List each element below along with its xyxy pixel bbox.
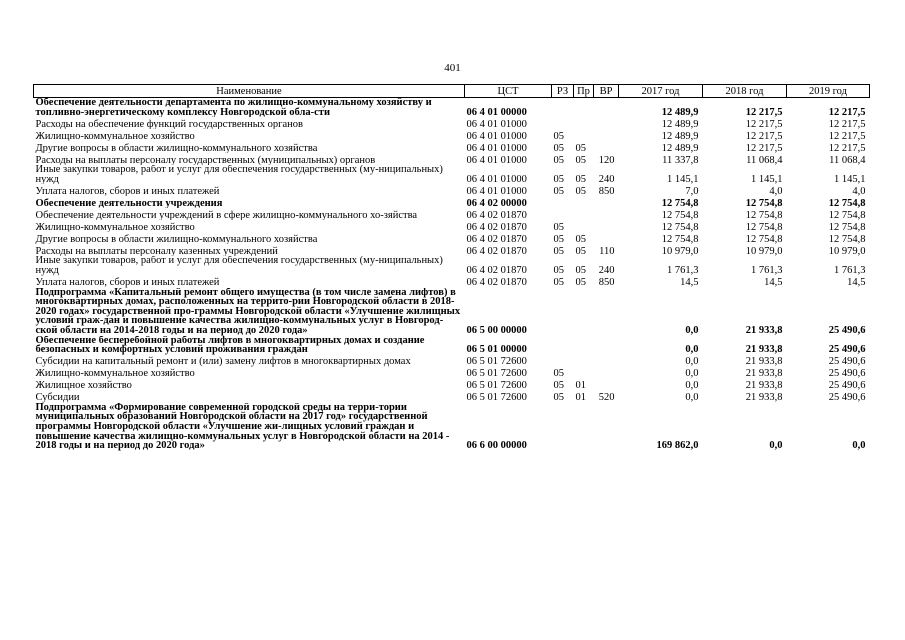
cell-2018: 12 754,8 [745,209,783,221]
cell-2017: 0,0 [685,324,699,336]
cell-2019: 12 754,8 [828,233,866,245]
table-row [34,153,870,165]
table-row [34,391,870,403]
header-rz: РЗ [552,85,574,98]
cell-pr: 05 [575,264,586,276]
cell-vr [594,232,619,244]
cell-2019: 12 217,5 [828,130,866,142]
cell-cst: 06 4 01 01000 [466,154,527,166]
cell-name: Жилищно-коммунальное хозяйство [35,130,195,142]
cell-2019: 12 217,5 [828,106,866,118]
cell-cst: 06 4 01 01000 [466,130,527,142]
cell-cst: 06 5 01 00000 [466,344,527,355]
cell-2018: 12 217,5 [745,118,783,130]
cell-name: Обеспечение деятельности департамента по жилищно-коммунальному хозяйству и топливно-энергетическому комплексу Новгородской обла-сти [35,97,432,118]
cell-cst: 06 4 01 01000 [466,118,527,130]
cell-pr [574,355,594,367]
cell-2018: 1 145,1 [751,173,783,185]
cell-2018: 1 761,3 [751,264,783,276]
cell-cst: 06 4 02 00000 [466,197,527,209]
cell-pr [574,367,594,379]
cell-2019: 12 217,5 [828,118,866,130]
cell-vr [594,220,619,232]
cell-name: Расходы на выплаты персоналу государственных (муниципальных) органов [35,154,376,166]
cell-2019: 1 761,3 [834,264,866,276]
cell-rz: 05 [553,276,564,288]
table-row [34,367,870,379]
cell-2019: 12 754,8 [828,197,866,209]
cell-vr [594,379,619,391]
cell-name: Уплата налогов, сборов и иных платежей [35,276,220,288]
cell-rz [552,288,574,336]
table-row [34,208,870,220]
cell-cst: 06 5 01 72600 [466,392,527,403]
cell-2017: 7,0 [685,185,699,197]
cell-2017: 12 754,8 [661,221,699,233]
cell-2019: 11 068,4 [829,154,866,166]
cell-pr: 05 [575,142,586,154]
cell-2019: 1 145,1 [834,173,866,185]
table-row [34,276,870,288]
budget-table [33,84,870,451]
cell-vr [594,208,619,220]
table-header-row [34,85,870,98]
cell-2019: 12 754,8 [828,221,866,233]
cell-cst: 06 4 02 01870 [466,264,527,276]
table-row [34,184,870,196]
cell-vr: 520 [598,392,615,403]
cell-cst: 06 4 01 00000 [466,106,527,118]
cell-rz: 05 [553,221,564,233]
cell-rz: 05 [553,380,564,391]
table-row [34,165,870,184]
cell-2019: 25 490,6 [828,356,866,367]
cell-rz: 05 [553,233,564,245]
cell-pr: 01 [575,392,586,403]
cell-name: Подпрограмма «Формирование современной городской среды на терри-тории муниципальных образований Новгородской области на 2017 год» государственной программы Новгородской области «Улучшение жи-лищных условий граждан и повышение качества жилищно-коммунальных услуг в Новгородской области на 2014 - 2018 годы и на период до 2020 года» [35,402,450,451]
cell-2019: 4,0 [852,185,866,197]
cell-name: Субсидии [35,392,80,403]
cell-pr [574,403,594,451]
cell-2018: 21 933,8 [745,368,783,379]
cell-2018: 12 217,5 [745,106,783,118]
cell-2019: 25 490,6 [828,392,866,403]
cell-pr: 05 [575,154,586,166]
cell-2018: 12 754,8 [745,233,783,245]
cell-vr: 110 [599,245,615,257]
cell-2018: 21 933,8 [745,356,783,367]
table-row [34,117,870,129]
table-row [34,141,870,153]
cell-2018: 21 933,8 [745,324,783,336]
cell-2017: 12 489,9 [661,130,699,142]
table-row [34,98,870,118]
cell-vr: 240 [598,173,615,185]
cell-cst: 06 4 02 01870 [466,209,527,221]
cell-cst: 06 4 02 01870 [466,221,527,233]
cell-name: Уплата налогов, сборов и иных платежей [35,185,220,197]
cell-2017: 0,0 [685,380,699,391]
cell-name: Обеспечение бесперебойной работы лифтов в многоквартирных домах и создание безопасных и комфортных условий проживания граждан [35,335,425,355]
cell-vr [594,98,619,118]
cell-rz: 05 [553,173,564,185]
cell-2017: 0,0 [685,344,699,355]
cell-cst: 06 4 02 01870 [466,233,527,245]
cell-name: Подпрограмма «Капитальный ремонт общего имущества (в том числе замена лифтов) в многоквартирных домах, расположенных на террито-рии Новгородской области в 2018-2020 годах» государственной про-граммы Новгородской области «Улучшение жилищных условий граж-дан и повышение качества жилищно-коммунальных услуг в Новгород-ской области на 2014-2018 годы и на период до 2020 года» [35,287,461,336]
table-row [34,336,870,355]
cell-name: Иные закупки товаров, работ и услуг для обеспечения государственных (му-ниципальных) нужд [35,256,443,276]
cell-2017: 169 862,0 [656,440,699,451]
cell-2017: 12 754,8 [661,233,699,245]
cell-rz [552,403,574,451]
cell-rz: 05 [553,245,564,257]
cell-name: Обеспечение деятельности учреждения [35,197,223,209]
cell-name: Субсидии на капитальный ремонт и (или) замену лифтов в многоквартирных домах [35,356,411,367]
header-pr: Пр [574,85,594,98]
cell-2019: 12 754,8 [828,209,866,221]
cell-rz: 05 [553,185,564,197]
cell-2018: 0,0 [769,440,783,451]
cell-pr [574,208,594,220]
cell-2018: 11 068,4 [746,154,783,166]
cell-2018: 4,0 [769,185,783,197]
cell-2017: 12 489,9 [661,118,699,130]
cell-vr [594,367,619,379]
header-name: Наименование [34,85,465,98]
cell-cst: 06 4 01 01000 [466,185,527,197]
cell-name: Другие вопросы в области жилищно-коммунального хозяйства [35,142,318,154]
cell-2017: 0,0 [685,368,699,379]
cell-2017: 12 754,8 [661,197,699,209]
cell-cst: 06 5 01 72600 [466,356,527,367]
cell-2018: 21 933,8 [745,392,783,403]
table-row [34,379,870,391]
cell-rz [552,196,574,208]
cell-name: Другие вопросы в области жилищно-коммунального хозяйства [35,233,318,245]
cell-cst: 06 6 00 00000 [466,440,527,451]
cell-2019: 10 979,0 [828,245,866,257]
cell-vr [594,196,619,208]
cell-rz: 05 [553,154,564,166]
cell-2018: 12 754,8 [745,197,783,209]
cell-pr [574,196,594,208]
header-vr: ВР [594,85,619,98]
cell-cst: 06 4 01 01000 [466,142,527,154]
cell-vr [594,336,619,355]
cell-2017: 0,0 [685,356,699,367]
cell-2017: 12 489,9 [661,106,699,118]
cell-2017: 14,5 [680,276,699,288]
cell-name: Обеспечение деятельности учреждений в сфере жилищно-коммунального хо-зяйства [35,209,418,221]
table-row [34,244,870,256]
cell-rz: 05 [553,142,564,154]
cell-name: Жилищное хозяйство [35,380,132,391]
cell-2019: 14,5 [847,276,866,288]
cell-2018: 21 933,8 [745,380,783,391]
cell-2018: 21 933,8 [745,344,783,355]
cell-2019: 25 490,6 [828,368,866,379]
cell-rz: 05 [553,130,564,142]
table-body [34,98,870,451]
table-row [34,256,870,275]
cell-name: Расходы на выплаты персоналу казенных учреждений [35,245,278,257]
cell-2017: 1 145,1 [667,173,699,185]
cell-pr [574,336,594,355]
cell-2018: 12 217,5 [745,130,783,142]
cell-vr [594,141,619,153]
cell-2017: 0,0 [685,392,699,403]
cell-rz [552,355,574,367]
cell-pr: 05 [575,173,586,185]
cell-name: Иные закупки товаров, работ и услуг для обеспечения государственных (му-ниципальных) нужд [35,165,443,185]
cell-vr: 850 [598,276,615,288]
cell-name: Жилищно-коммунальное хозяйство [35,368,195,379]
cell-rz [552,336,574,355]
table-row [34,220,870,232]
cell-pr: 01 [575,380,586,391]
cell-cst: 06 5 00 00000 [466,324,527,336]
cell-pr [574,288,594,336]
table-row [34,129,870,141]
cell-2017: 12 754,8 [661,209,699,221]
cell-2019: 25 490,6 [828,380,866,391]
cell-rz [552,98,574,118]
cell-rz [552,208,574,220]
cell-2017: 1 761,3 [667,264,699,276]
cell-pr: 05 [575,185,586,197]
cell-2019: 25 490,6 [828,344,866,355]
cell-2019: 0,0 [852,440,866,451]
cell-pr: 05 [575,276,586,288]
table-row [34,403,870,451]
cell-vr [594,129,619,141]
cell-vr: 240 [598,264,615,276]
cell-rz: 05 [553,392,564,403]
page-number: 401 [444,62,461,74]
header-2018: 2018 год [703,85,787,98]
cell-pr [574,117,594,129]
cell-cst: 06 5 01 72600 [466,368,527,379]
cell-rz: 05 [553,264,564,276]
cell-vr [594,288,619,336]
cell-vr: 120 [598,154,615,166]
cell-2018: 12 217,5 [745,142,783,154]
cell-2017: 10 979,0 [661,245,699,257]
cell-vr [594,117,619,129]
cell-2017: 12 489,9 [661,142,699,154]
cell-pr [574,220,594,232]
header-2017: 2017 год [619,85,703,98]
cell-rz [552,117,574,129]
cell-pr [574,98,594,118]
table-row [34,288,870,336]
cell-pr [574,129,594,141]
cell-name: Жилищно-коммунальное хозяйство [35,221,195,233]
cell-rz: 05 [553,368,564,379]
cell-2018: 12 754,8 [745,221,783,233]
header-2019: 2019 год [787,85,870,98]
cell-2017: 11 337,8 [662,154,699,166]
cell-cst: 06 5 01 72600 [466,380,527,391]
header-cst: ЦСТ [465,85,552,98]
cell-cst: 06 4 01 01000 [466,173,527,185]
table-row [34,355,870,367]
cell-2019: 25 490,6 [828,324,866,336]
cell-vr: 850 [598,185,615,197]
cell-2018: 14,5 [764,276,783,288]
table-row [34,196,870,208]
cell-pr: 05 [575,245,586,257]
cell-vr [594,403,619,451]
cell-cst: 06 4 02 01870 [466,245,527,257]
cell-cst: 06 4 02 01870 [466,276,527,288]
cell-pr: 05 [575,233,586,245]
cell-name: Расходы на обеспечение функций государственных органов [35,118,303,130]
cell-2019: 12 217,5 [828,142,866,154]
cell-2018: 10 979,0 [745,245,783,257]
cell-vr [594,355,619,367]
table-row [34,232,870,244]
